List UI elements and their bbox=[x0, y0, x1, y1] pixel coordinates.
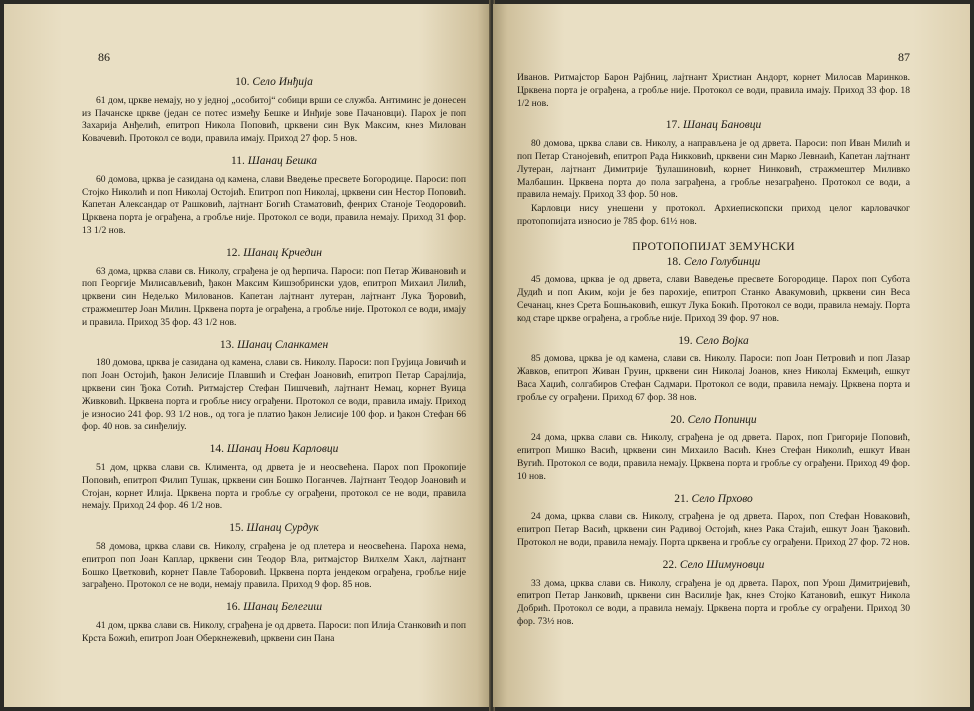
section-number: 14. bbox=[209, 443, 224, 456]
entry-paragraph: 33 дома, црква слави св. Николу, сграђена је од дрвета. Парох, поп Урош Димитријевић, епитроп Петар Јанковић, црквени син Василије ђак, кнез Стојко Катановић, ешкут Никола Добрић. Протокол се води, а правила немају. Црквена порта и гробље су ограђени. Приход 30 фор. 73½ нов. bbox=[517, 577, 910, 627]
section-title: Шанац Нови Карловци bbox=[226, 443, 339, 456]
entry-paragraph: Карловци нису унешени у протокол. Архиепископски приход целог карловачког протопопијата износио је 785 фор. 61½ нов. bbox=[517, 203, 910, 227]
entry-selo-golubinci bbox=[517, 256, 910, 326]
section-number: 12. bbox=[226, 246, 241, 259]
page-number: 87 bbox=[898, 50, 910, 64]
entry-sanac-krcedin bbox=[82, 247, 466, 330]
section-number: 20. bbox=[670, 413, 685, 426]
section-title: Шанац Белегиш bbox=[243, 601, 322, 614]
section-title: Село Инђија bbox=[252, 76, 313, 88]
entry-selo-simunovci bbox=[517, 559, 910, 629]
entry-selo-prhovo bbox=[517, 493, 910, 550]
entry-selo-vojka bbox=[517, 335, 910, 405]
entry-paragraph: 51 дом, црква слави св. Климента, од дрвета је и неосвећена. Парох поп Прокопије Поповић, епитроп Филип Тушак, црквени син Бошко Поганчев. Лајтнант Теодор Јоановић и Стојан, корнет Илија. Црквена порта и гробље су ограђени, протокол се не води, правила немају. Приход 24 фор. 46 1/2 нов. bbox=[82, 461, 466, 512]
section-heading bbox=[82, 443, 466, 456]
section-heading bbox=[517, 335, 910, 348]
section-heading bbox=[517, 414, 910, 427]
entry-paragraph: 80 домова, црква слави св. Николу, а направљена је од дрвета. Пароси: поп Иван Милић и поп Петар Станојевић, епитроп Рада Никковић, црквени син Марко Левнаић, Капетан лајтнант Лутеран, лајтнант Димитрије Ђулашиновић, корнет Нинковић, стражмештер Миливко Малбашин. Црквена порта до пола заграђена, а гробље незаграђено. Протокол се води, а правила немају. Приход 33 фор. 50 нов. bbox=[517, 138, 910, 201]
section-heading bbox=[82, 247, 466, 260]
page-number: 86 bbox=[98, 50, 110, 64]
section-title: Село Прхово bbox=[691, 492, 753, 505]
entry-sanac-slankamen bbox=[82, 339, 466, 435]
section-number: 22. bbox=[662, 558, 677, 571]
section-number: 10. bbox=[235, 76, 250, 88]
entry-paragraph: 85 домова, црква је од камена, слави св. Николу. Пароси: поп Јоан Петровић и поп Лазар Жавков, епитроп Живан Груин, црквени син Николај Јоанов, кнез Николај Екмецић, ешкут Васа Хаџић, солгабиров Стефан Садмари. Протокол се води, правила немају. Црквена порта и гробље су ограђени. Приход 67 фор. 38 нов. bbox=[517, 353, 910, 403]
section-title: Шанац Сурдук bbox=[246, 522, 319, 535]
section-title: Село Војка bbox=[695, 334, 749, 347]
left-page-text bbox=[82, 76, 466, 645]
section-number: 16. bbox=[226, 601, 241, 614]
right-page bbox=[493, 4, 970, 707]
section-heading bbox=[82, 155, 466, 168]
section-title: Село Голубинци bbox=[683, 255, 761, 268]
section-heading bbox=[517, 559, 910, 572]
right-page-text bbox=[517, 72, 910, 629]
section-number: 15. bbox=[229, 522, 244, 535]
entry-selo-popinci bbox=[517, 414, 910, 484]
section-title: Шанац Бешка bbox=[247, 154, 318, 167]
entry-sanac-banovci bbox=[517, 119, 910, 228]
section-title: Село Попинци bbox=[687, 413, 757, 426]
section-number: 11. bbox=[230, 154, 245, 167]
section-heading bbox=[517, 119, 910, 132]
section-heading bbox=[82, 601, 466, 614]
entry-paragraph: 60 домова, црква је сазидана од камена, слави Введење пресвете Богородице. Пароси: поп Стојко Николић и поп Николај Остојић. Епитроп поп Николај, црквени син Нестор Поповић. Капетан Александар от Рашковић, лајтнант Богић Стаматовић, фенрих Станоје Теодоровић. Црквена порта је ограђена, а гробље није. Протокол се води, правила немају. Приход 31 фор. 13 1/2 нов. bbox=[82, 173, 466, 236]
left-page bbox=[4, 4, 492, 707]
entry-paragraph: 24 дома, црква слави св. Николу, сграђена је од дрвета. Парох, поп Стефан Новаковић, епитроп Петар Васић, црквени син Радивој Остојић, кнез Рака Стајић, ешкут Јоан Ђаковић. Протокол не води, правила немају. Порта црквена и гробље су ограђени. Приход 27 фор. 72 нов. bbox=[517, 511, 910, 548]
section-heading bbox=[517, 493, 910, 506]
entry-paragraph: 58 домова, црква слави св. Николу, сграђена је од плетера и неосвећена. Пароха нема, епитроп поп Јоан Каплар, црквени син Теодор Вла, ритмајстор Вилхелм Хакл, лајтнант Бошко Цветковић, корнет Павле Таборовић. Црквена порта јендеком ограђена, гробље није заграђено. Протокол се не води, немају правила. Приход 9 фор. 85 нов. bbox=[82, 540, 466, 591]
section-title: Шанац Сланкамен bbox=[237, 338, 329, 351]
section-title: Село Шимуновци bbox=[679, 558, 765, 571]
entry-paragraph: 24 дома, црква слави св. Николу, сграђена је од дрвета. Парох, поп Григорије Поповић, епитроп Мишко Васић, црквени син Михаило Васић. Кнез Стефан Николић, ешкут Иван Вугић. Протокол се води, правила немају. Црквена порта и гробље су ограђени. Приход 49 фор. 10 нов. bbox=[517, 432, 910, 482]
entry-sanac-surduk bbox=[82, 522, 466, 592]
entry-selo-indjija bbox=[82, 76, 466, 146]
protopopijat-title: ПРОТОПОПИЈАТ ЗЕМУНСКИ bbox=[632, 240, 795, 253]
section-number: 21. bbox=[674, 492, 689, 505]
section-heading bbox=[82, 76, 466, 89]
section-number: 19. bbox=[678, 334, 693, 347]
section-number: 18. bbox=[666, 255, 682, 268]
section-title: Шанац Бановци bbox=[682, 119, 762, 132]
entry-paragraph: 41 дом, црква слави св. Николу, сграђена је од дрвета. Пароси: поп Илија Станковић и поп Крста Божић, епитроп Јоан Оберкнежевић, црквени син Пана bbox=[82, 619, 466, 644]
section-number: 13. bbox=[219, 338, 235, 351]
entry-paragraph: 61 дом, цркве немају, но у једној „особитој“ собици врши се служба. Антиминс је донесен из Пачанске цркве (један се потес између Бешке и Инђије зове Пачановци). Парох је поп Захарија Анђелић, епитроп Никола Поповић, црквени син Вук Максим, кнез Милован Ковачевић. Протокол се води, правила имају. Приход 27 фор. 5 нов. bbox=[82, 94, 466, 145]
section-title: Шанац Крчедин bbox=[243, 246, 322, 259]
section-heading bbox=[82, 339, 466, 352]
section-number: 17. bbox=[665, 119, 681, 132]
entry-sanac-beska bbox=[82, 155, 466, 238]
section-heading bbox=[517, 256, 910, 269]
entry-paragraph: 45 домова, црква је од дрвета, слави Ваведење пресвете Богородице. Парох поп Субота Дудић и поп Аким, који је без парохије, епитроп Станко Авакумовић, црквени син Веса Сечанац, кнез Срета Бошњаковић, ешкут Лука Бокић. Протокол се води, правила немају. Порта код старе цркве ограђена, а гробље није. Приход 39 фор. 97 нов. bbox=[517, 274, 910, 324]
entry-sanac-novi-karlovci bbox=[82, 443, 466, 513]
entry-sanac-belegis bbox=[82, 601, 466, 645]
section-heading bbox=[82, 522, 466, 535]
continued-paragraph: Иванов. Ритмајстор Барон Рајбниц, лајтнант Христиан Андорт, корнет Милосав Маринков. Црквена порта је ограђена, а гробље није. Протокол се води, правила имају. Приход 33 фор. 18 1/2 нов. bbox=[517, 72, 910, 109]
entry-paragraph: 180 домова, црква је сазидана од камена, слави св. Николу. Пароси: поп Грујица Јовичић и поп Јоан Остојић, ђакон Јелисије Плавшић и Стефан Јоановић, епитроп Петар Сарајлија, црквени син Ђока Сотић. Ритмајстер Стефан Пишчевић, лајтнант Немац, корнет Вуица Живковић. Црквена порта и гробље нису ограђени. Протокол се води, правила имају. Приход је износио 241 фор. 93 1/2 нов., од тога је платио ђакон Јелисије 100 фор. и ђакон Стефан 66 фор. 40 нов. за синђелију. bbox=[82, 357, 466, 433]
entry-paragraph: 63 дома, црква слави св. Николу, сграђена је од ћерпича. Пароси: поп Петар Живановић и поп Георгије Милисављевић, ђакон Максим Кишзобрински удов, епитроп Михаил Лилић, црквени син Недељко Милованов. Капетан лајтнант лутеран, лајтнант Лука Ђоровић, стражмештер Јоан Милин. Црквена порта је ограђена, а гробље није. Протокол се води, имају и правила. Приход 35 фор. 43 1/2 нов. bbox=[82, 265, 466, 328]
